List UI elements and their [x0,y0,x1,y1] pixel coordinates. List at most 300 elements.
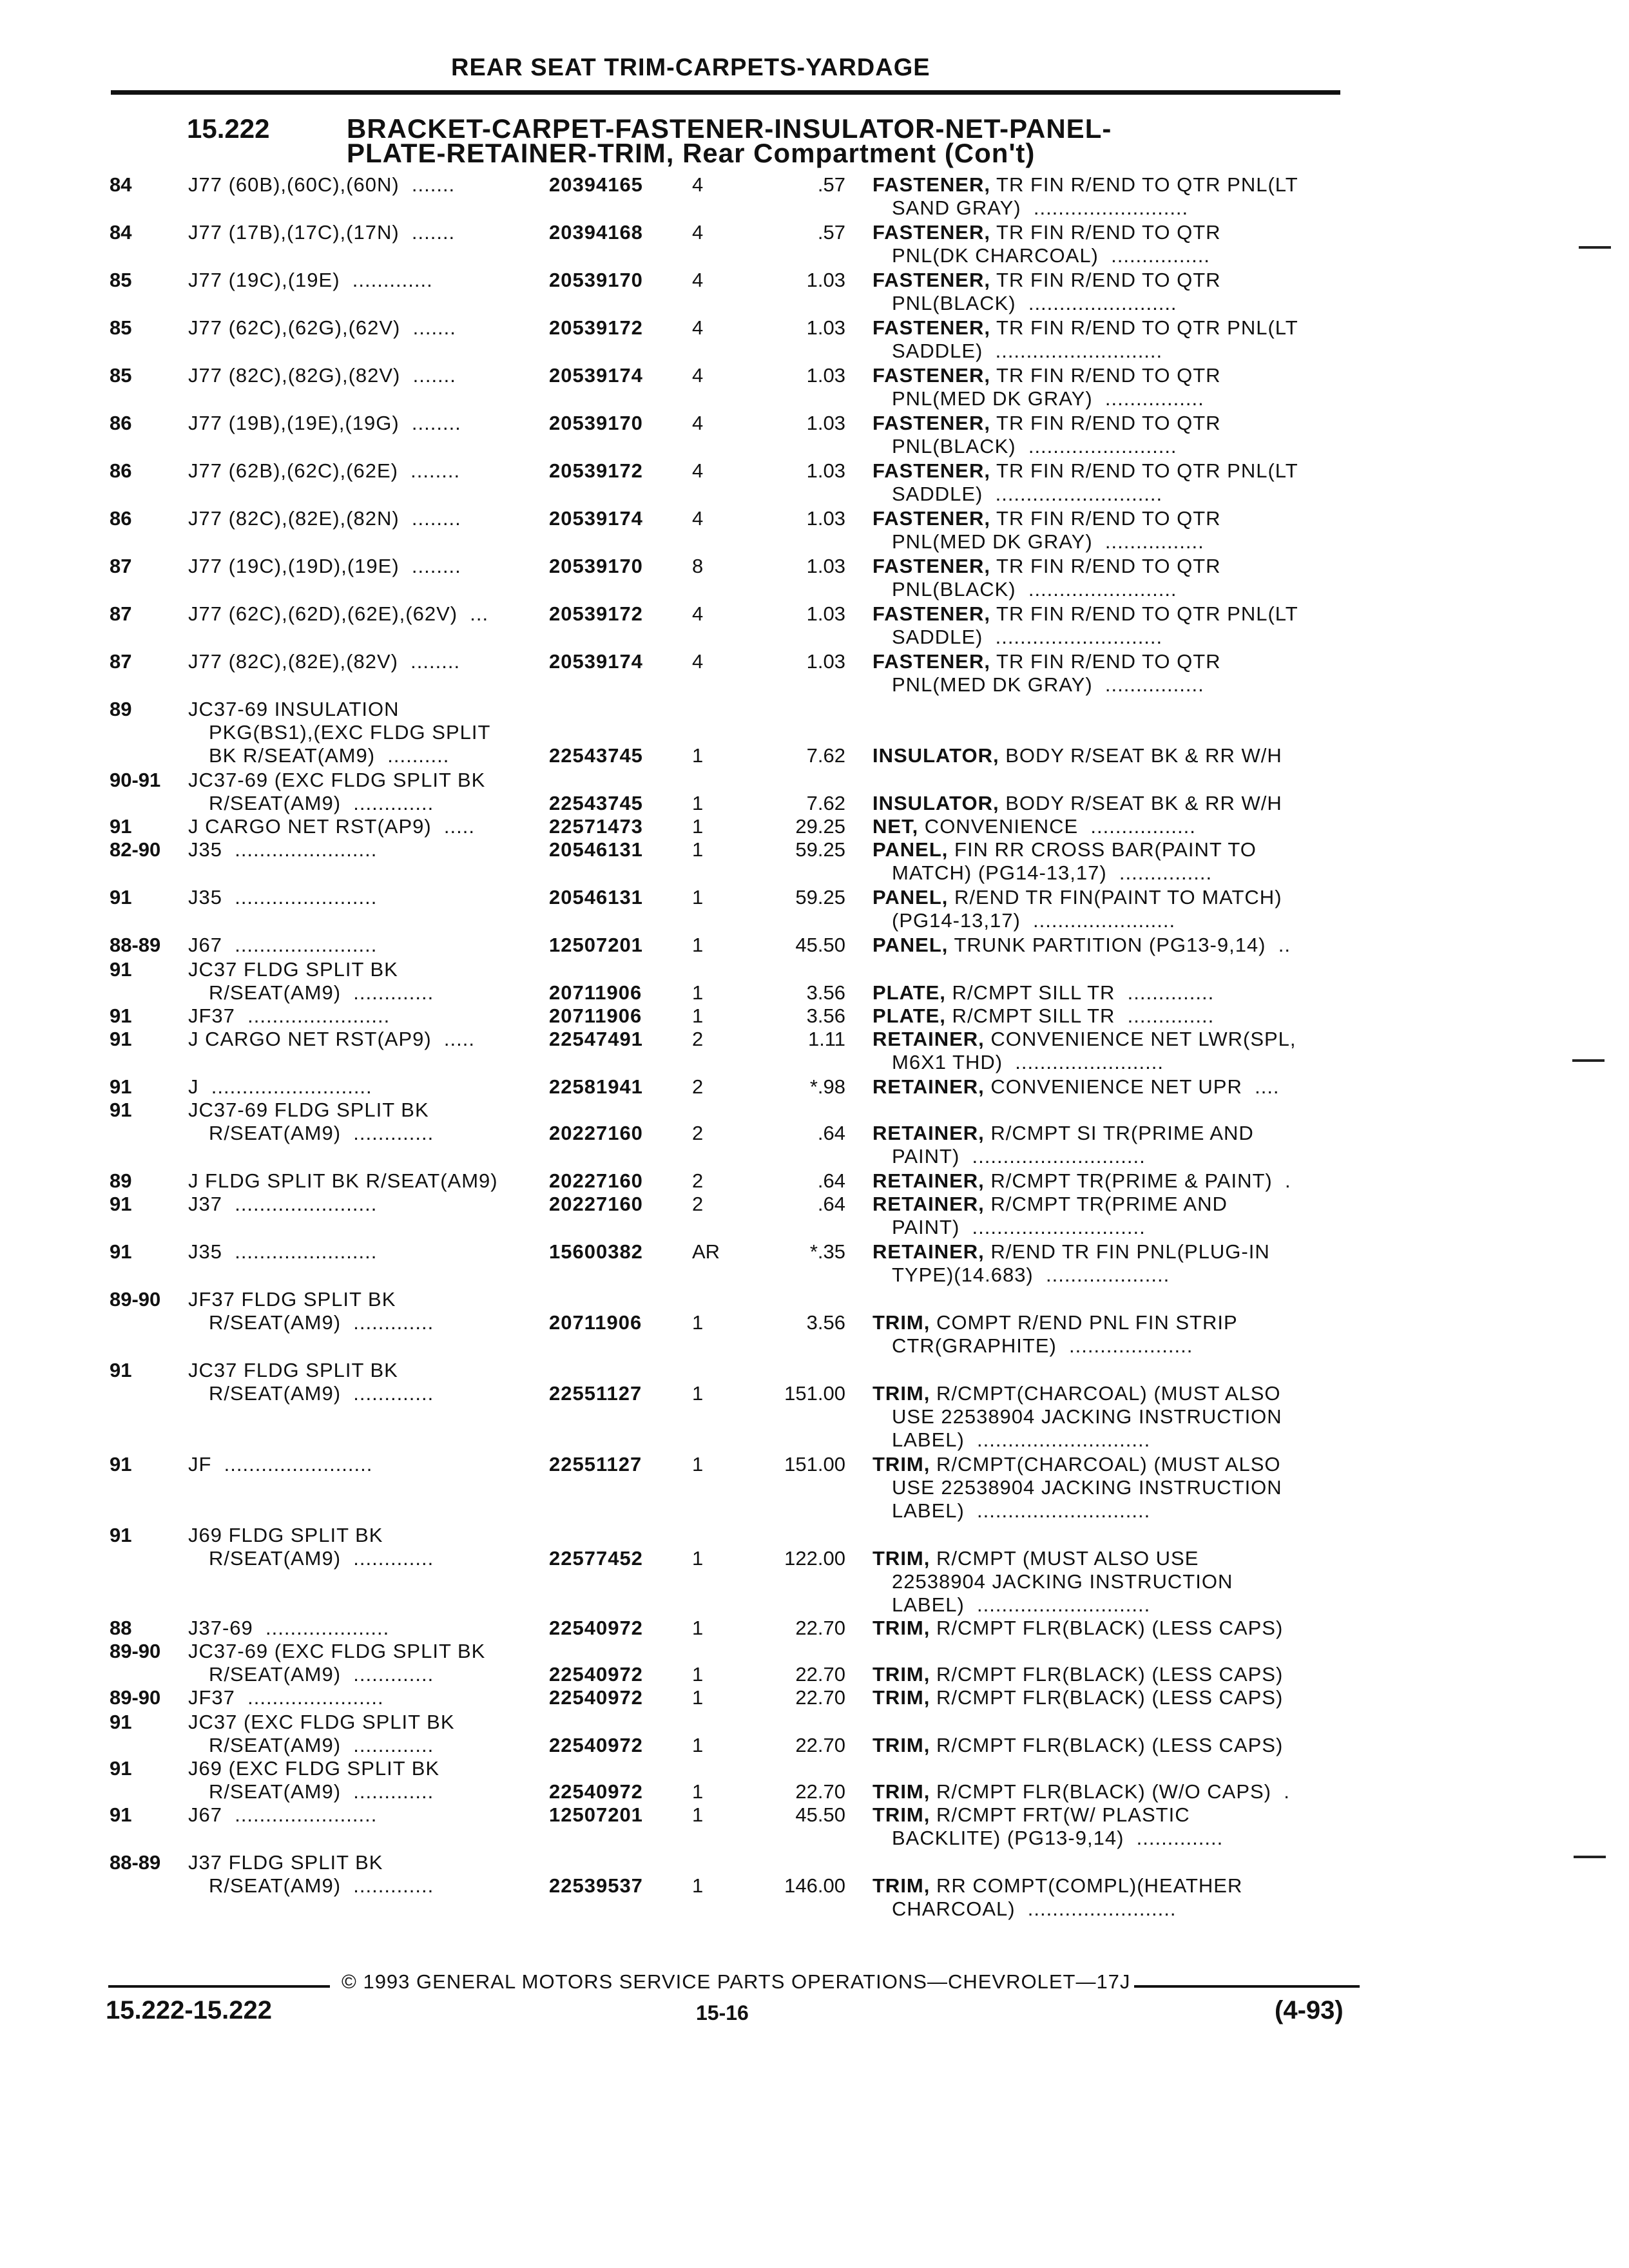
model-year: 87 [110,650,132,673]
part-name-detail: R/CMPT SILL TR .............. [945,1004,1215,1027]
part-name [872,363,1221,388]
part-category: TRIM, [872,1382,930,1405]
model-year: 91 [110,958,132,981]
price: *.98 [809,1075,845,1098]
part-name-continued: USE 22538904 JACKING INSTRUCTION [892,1476,1282,1499]
model-description: J77 (19C),(19D),(19E) ........ [188,555,461,577]
part-name [872,1874,1242,1898]
price: 22.70 [795,1663,845,1686]
model-description-continued: R/SEAT(AM9) ............. [209,1780,434,1803]
part-number: 22539537 [549,1874,643,1897]
model-year: 91 [110,1453,132,1475]
model-year: 86 [110,412,132,434]
model-year: 84 [110,173,132,196]
part-name-continued: MATCH) (PG14-13,17) ............... [892,861,1213,884]
part-name-detail: R/CMPT FLR(BLACK) (LESS CAPS) [930,1617,1284,1639]
part-number: 20539172 [549,316,643,339]
part-category: FASTENER, [872,364,990,387]
part-name-continued: BACKLITE) (PG13-9,14) .............. [892,1827,1224,1849]
model-description-continued: R/SEAT(AM9) ............. [209,1311,434,1334]
model-description: J77 (60B),(60C),(60N) ....... [188,173,456,196]
model-year: 82-90 [110,838,161,861]
part-name-continued: CTR(GRAPHITE) .................... [892,1334,1193,1357]
part-name-detail: R/END TR FIN(PAINT TO MATCH) [948,886,1282,908]
part-number: 22540972 [549,1734,643,1756]
model-year: 85 [110,316,132,339]
part-number: 20227160 [549,1122,643,1144]
part-category: TRIM, [872,1311,930,1334]
footer-section-range: 15.222-15.222 [106,1996,273,2024]
part-number: 22540972 [549,1617,643,1639]
price: 7.62 [806,792,845,814]
model-description: JF37 ....................... [188,1004,390,1027]
part-name-continued: LABEL) ............................ [892,1593,1151,1616]
part-category: RETAINER, [872,1193,985,1215]
model-year: 91 [110,1711,132,1733]
price: 151.00 [784,1382,845,1405]
model-description-continued: PKG(BS1),(EXC FLDG SPLIT [209,721,491,744]
quantity: 2 [692,1075,704,1098]
model-description: J77 (19B),(19E),(19G) ........ [188,412,461,434]
part-name [872,933,1291,957]
part-name-detail: COMPT R/END PNL FIN STRIP [930,1311,1238,1334]
price: 22.70 [795,1734,845,1756]
price: 45.50 [795,934,845,956]
price: *.35 [809,1240,845,1263]
part-name [872,1662,1283,1687]
part-number: 22551127 [549,1382,642,1405]
model-year: 91 [110,1524,132,1546]
model-description: J35 ....................... [188,886,378,908]
model-description: J77 (62C),(62G),(62V) ....... [188,316,456,339]
part-name [872,506,1221,531]
model-description: J67 ....................... [188,1803,378,1826]
price: 1.03 [806,555,845,577]
part-category: RETAINER, [872,1169,985,1192]
part-name-detail: R/CMPT(CHARCOAL) (MUST ALSO [930,1382,1281,1405]
model-description: JC37 (EXC FLDG SPLIT BK [188,1711,455,1733]
model-year: 85 [110,269,132,291]
part-category: RETAINER, [872,1122,985,1144]
part-name [872,1192,1228,1216]
part-number: 20711906 [549,1004,642,1027]
model-description: J69 (EXC FLDG SPLIT BK [188,1757,440,1780]
part-name-detail: R/CMPT FRT(W/ PLASTIC [930,1803,1190,1826]
margin-mark [1574,1856,1606,1858]
part-name-detail: R/END TR FIN PNL(PLUG-IN [984,1240,1270,1263]
part-name [872,791,1282,816]
part-name-detail: TR FIN R/END TO QTR [990,650,1221,673]
quantity: 4 [692,459,704,482]
part-name-detail: RR COMPT(COMPL)(HEATHER [930,1874,1243,1897]
model-year: 84 [110,221,132,244]
model-year: 86 [110,507,132,530]
part-number: 20539174 [549,507,643,530]
part-name-detail: FIN RR CROSS BAR(PAINT TO [948,838,1257,861]
model-description: J CARGO NET RST(AP9) ..... [188,1028,475,1050]
part-category: INSULATOR, [872,792,999,814]
part-name [872,1311,1238,1335]
part-name-continued: M6X1 THD) ........................ [892,1051,1164,1073]
part-number: 20539174 [549,364,643,387]
part-name [872,885,1282,910]
part-name-detail: TR FIN R/END TO QTR [990,507,1221,530]
part-name-detail: TR FIN R/END TO QTR PNL(LT [990,602,1298,625]
price: 3.56 [806,1311,845,1334]
margin-mark [1579,246,1611,249]
part-name-detail: TR FIN R/END TO QTR PNL(LT [990,316,1298,339]
model-year: 85 [110,364,132,387]
quantity: 4 [692,507,704,530]
part-name [872,268,1221,293]
quantity: 4 [692,602,704,625]
quantity: 1 [692,838,704,861]
model-year: 90-91 [110,769,161,791]
part-category: TRIM, [872,1686,930,1709]
part-number: 20546131 [549,838,643,861]
quantity: 1 [692,1311,704,1334]
part-name-detail: TR FIN R/END TO QTR [990,221,1221,244]
quantity: 2 [692,1122,704,1144]
price: .64 [817,1193,845,1215]
part-name [872,173,1298,197]
part-name [872,1169,1291,1193]
part-number: 22540972 [549,1780,643,1803]
part-category: TRIM, [872,1617,930,1639]
part-category: FASTENER, [872,555,990,577]
part-name [872,1780,1290,1804]
part-number: 20394165 [549,173,643,196]
part-category: FASTENER, [872,412,990,434]
part-category: RETAINER, [872,1028,985,1050]
model-year: 91 [110,1757,132,1780]
part-name-continued: SADDLE) ........................... [892,626,1163,648]
quantity: 1 [692,886,704,908]
part-name-detail: CONVENIENCE NET UPR .... [984,1075,1280,1098]
margin-mark [1572,1059,1605,1062]
part-number: 20539172 [549,602,643,625]
quantity: 4 [692,316,704,339]
part-category: NET, [872,815,919,838]
part-number: 20227160 [549,1169,643,1192]
footer-rule-right [1134,1985,1360,1988]
part-number: 20227160 [549,1193,643,1215]
quantity: 4 [692,221,704,244]
part-name-continued: TYPE)(14.683) .................... [892,1264,1170,1286]
part-number: 22571473 [549,815,643,838]
part-number: 20546131 [549,886,643,908]
quantity: 1 [692,1734,704,1756]
part-name [872,744,1282,768]
quantity: 4 [692,173,704,196]
part-number: 20539170 [549,412,643,434]
part-number: 22543745 [549,792,643,814]
model-description: J77 (62C),(62D),(62E),(62V) ... [188,602,489,625]
model-description: JC37-69 INSULATION [188,698,400,720]
part-name-continued: PNL(BLACK) ........................ [892,578,1177,601]
part-number: 20539174 [549,650,643,673]
model-description: JC37-69 (EXC FLDG SPLIT BK [188,769,486,791]
part-number: 22543745 [549,744,643,767]
part-category: PLATE, [872,981,946,1004]
model-year: 91 [110,1240,132,1263]
price: 3.56 [806,981,845,1004]
section-title-line1: BRACKET-CARPET-FASTENER-INSULATOR-NET-PANEL- [347,113,1112,144]
quantity: 4 [692,364,704,387]
model-description: J77 (62B),(62C),(62E) ........ [188,459,461,482]
part-name-continued: PNL(MED DK GRAY) ................ [892,673,1204,696]
price: 1.03 [806,459,845,482]
part-name [872,1686,1283,1710]
price: .64 [817,1169,845,1192]
part-name [872,1381,1281,1406]
part-name-continued: LABEL) ............................ [892,1499,1151,1522]
part-name [872,1803,1190,1827]
price: 146.00 [784,1874,845,1897]
model-description: J77 (82C),(82G),(82V) ....... [188,364,456,387]
model-year: 87 [110,602,132,625]
price: .57 [817,221,845,244]
quantity: 1 [692,1803,704,1826]
part-name-detail: TR FIN R/END TO QTR [990,269,1221,291]
part-name-continued: SAND GRAY) ......................... [892,197,1189,219]
part-number: 22540972 [549,1686,643,1709]
model-year: 88-89 [110,934,161,956]
model-description: J67 ....................... [188,934,378,956]
part-name-detail: TR FIN R/END TO QTR [990,364,1221,387]
quantity: 1 [692,1617,704,1639]
model-description: J .......................... [188,1075,372,1098]
part-name-continued: PNL(BLACK) ........................ [892,435,1177,457]
model-year: 91 [110,1028,132,1050]
footer-page-number: 15-16 [696,2001,749,2024]
model-description: JC37 FLDG SPLIT BK [188,1359,398,1381]
quantity: 2 [692,1193,704,1215]
quantity: 4 [692,269,704,291]
part-name [872,814,1196,839]
quantity: 1 [692,744,704,767]
part-name-detail: BODY R/SEAT BK & RR W/H [999,744,1282,767]
quantity: 1 [692,1780,704,1803]
footer-date: (4-93) [1275,1996,1344,2024]
part-category: TRIM, [872,1453,930,1475]
price: 1.03 [806,650,845,673]
model-year: 88-89 [110,1851,161,1874]
part-category: TRIM, [872,1874,930,1897]
part-name-continued: PAINT) ............................ [892,1216,1146,1238]
model-description: J77 (19C),(19E) ............. [188,269,433,291]
part-name-continued: SADDLE) ........................... [892,340,1163,362]
model-description: JC37-69 FLDG SPLIT BK [188,1099,429,1121]
quantity: 2 [692,1028,704,1050]
page-header-title: REAR SEAT TRIM-CARPETS-YARDAGE [451,54,930,81]
model-year: 87 [110,555,132,577]
part-category: TRIM, [872,1780,930,1803]
part-name [872,459,1298,483]
part-name [872,316,1298,340]
part-name-continued: (PG14-13,17) ....................... [892,909,1176,932]
quantity: 1 [692,1686,704,1709]
price: 1.03 [806,269,845,291]
model-year: 91 [110,1004,132,1027]
part-name [872,602,1298,626]
model-year: 89-90 [110,1640,161,1662]
part-name [872,649,1221,674]
part-name-detail: R/CMPT TR(PRIME & PAINT) . [984,1169,1291,1192]
model-description: J35 ....................... [188,1240,378,1263]
part-name-continued: PAINT) ............................ [892,1145,1146,1168]
quantity: 1 [692,1874,704,1897]
section-number: 15.222 [187,113,270,144]
part-name-detail: TR FIN R/END TO QTR [990,412,1221,434]
price: 1.03 [806,602,845,625]
model-description: JC37-69 (EXC FLDG SPLIT BK [188,1640,486,1662]
part-number: 20539170 [549,555,643,577]
model-year: 86 [110,459,132,482]
footer-copyright: © 1993 GENERAL MOTORS SERVICE PARTS OPERATIONS—CHEVROLET—17J [342,1970,1131,1993]
part-name-continued: USE 22538904 JACKING INSTRUCTION [892,1405,1282,1428]
part-name-continued: PNL(MED DK GRAY) ................ [892,530,1204,553]
model-year: 89 [110,1169,132,1192]
part-number: 20539172 [549,459,643,482]
part-number: 22551127 [549,1453,642,1475]
quantity: 4 [692,650,704,673]
model-year: 88 [110,1617,132,1639]
price: 59.25 [795,838,845,861]
model-year: 91 [110,886,132,908]
part-name-continued: 22538904 JACKING INSTRUCTION [892,1570,1233,1593]
part-name-detail: TR FIN R/END TO QTR PNL(LT [990,459,1298,482]
part-number: 20539170 [549,269,643,291]
section-title-line2: PLATE-RETAINER-TRIM, Rear Compartment (Con't) [347,138,1036,168]
part-category: FASTENER, [872,269,990,291]
model-year: 89-90 [110,1288,161,1311]
price: 59.25 [795,886,845,908]
part-category: RETAINER, [872,1240,985,1263]
model-year: 91 [110,1193,132,1215]
quantity: 1 [692,1004,704,1027]
model-description-continued: BK R/SEAT(AM9) .......... [209,744,450,767]
part-name [872,838,1257,862]
quantity: 1 [692,1453,704,1475]
model-year: 91 [110,815,132,838]
part-number: 20711906 [549,1311,642,1334]
part-name-detail: R/CMPT SILL TR .............. [945,981,1215,1004]
quantity: 1 [692,934,704,956]
price: 122.00 [784,1547,845,1570]
part-name-detail: TR FIN R/END TO QTR PNL(LT [990,173,1298,196]
part-category: FASTENER, [872,316,990,339]
part-name-detail: CONVENIENCE ................. [918,815,1196,838]
price: .57 [817,173,845,196]
part-category: TRIM, [872,1663,930,1686]
model-year: 89 [110,698,132,720]
model-description: J69 FLDG SPLIT BK [188,1524,383,1546]
price: 3.56 [806,1004,845,1027]
quantity: 1 [692,815,704,838]
part-name-continued: PNL(DK CHARCOAL) ................ [892,244,1210,267]
price: 151.00 [784,1453,845,1475]
quantity: 2 [692,1169,704,1192]
part-number: 15600382 [549,1240,643,1263]
quantity: 1 [692,1547,704,1570]
part-name-continued: PNL(MED DK GRAY) ................ [892,387,1204,410]
part-name-detail: R/CMPT TR(PRIME AND [984,1193,1228,1215]
price: 1.03 [806,507,845,530]
part-number: 12507201 [549,934,643,956]
model-year: 91 [110,1803,132,1826]
part-number: 20394168 [549,221,643,244]
model-description-continued: R/SEAT(AM9) ............. [209,792,434,814]
part-category: TRIM, [872,1803,930,1826]
part-name-continued: PNL(BLACK) ........................ [892,292,1177,314]
part-number: 22577452 [549,1547,643,1570]
model-description: J CARGO NET RST(AP9) ..... [188,815,475,838]
part-name [872,554,1221,579]
price: 1.11 [807,1028,845,1050]
part-name-detail: TRUNK PARTITION (PG13-9,14) .. [948,934,1291,956]
part-name [872,981,1214,1005]
part-name-detail: R/CMPT (MUST ALSO USE [930,1547,1199,1570]
part-name-detail: TR FIN R/END TO QTR [990,555,1221,577]
model-year: 91 [110,1075,132,1098]
part-name [872,1452,1281,1477]
price: 1.03 [806,412,845,434]
part-name [872,1546,1199,1571]
price: 22.70 [795,1686,845,1709]
model-description: J77 (17B),(17C),(17N) ....... [188,221,456,244]
part-category: INSULATOR, [872,744,999,767]
part-number: 22581941 [549,1075,643,1098]
model-description-continued: R/SEAT(AM9) ............. [209,1663,434,1686]
model-description-continued: R/SEAT(AM9) ............. [209,1547,434,1570]
model-description: J37-69 .................... [188,1617,390,1639]
quantity: 4 [692,412,704,434]
part-category: PANEL, [872,886,949,908]
part-category: FASTENER, [872,602,990,625]
model-description: JF37 FLDG SPLIT BK [188,1288,396,1311]
model-year: 91 [110,1099,132,1121]
part-name-detail: R/CMPT(CHARCOAL) (MUST ALSO [930,1453,1281,1475]
part-number: 12507201 [549,1803,643,1826]
model-description: J37 FLDG SPLIT BK [188,1851,383,1874]
part-category: TRIM, [872,1547,930,1570]
model-description: J77 (82C),(82E),(82N) ........ [188,507,461,530]
part-name [872,1240,1270,1264]
price: 1.03 [806,364,845,387]
part-category: FASTENER, [872,650,990,673]
model-description: J77 (82C),(82E),(82V) ........ [188,650,461,673]
part-name [872,220,1221,245]
model-description-continued: R/SEAT(AM9) ............. [209,1382,434,1405]
model-description: J FLDG SPLIT BK R/SEAT(AM9) [188,1169,498,1192]
model-description: JC37 FLDG SPLIT BK [188,958,398,981]
part-name-detail: R/CMPT FLR(BLACK) (LESS CAPS) [930,1734,1284,1756]
quantity: 1 [692,1382,704,1405]
part-category: FASTENER, [872,507,990,530]
model-description: JF37 ...................... [188,1686,384,1709]
model-description: J35 ....................... [188,838,378,861]
part-category: RETAINER, [872,1075,985,1098]
part-number: 22540972 [549,1663,643,1686]
part-number: 20711906 [549,981,642,1004]
model-description-continued: R/SEAT(AM9) ............. [209,1122,434,1144]
part-name-continued: SADDLE) ........................... [892,483,1163,505]
part-name-detail: R/CMPT FLR(BLACK) (LESS CAPS) [930,1663,1284,1686]
part-name-continued: LABEL) ............................ [892,1428,1151,1451]
quantity: 1 [692,792,704,814]
part-name [872,1733,1283,1758]
